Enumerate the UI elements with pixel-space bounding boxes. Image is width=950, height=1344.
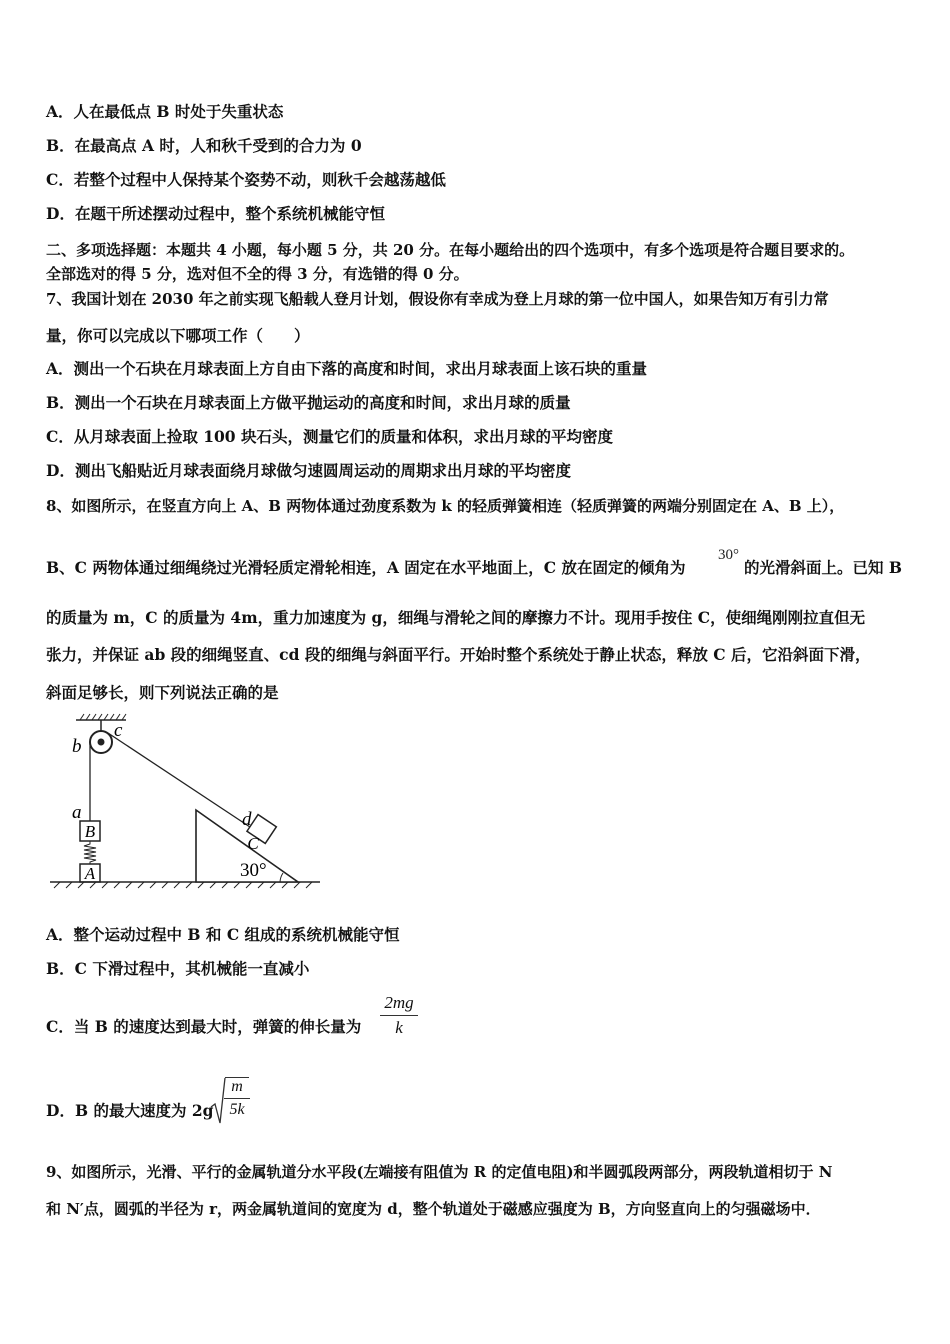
radicand-denominator: 5k: [229, 1101, 245, 1118]
q8-angle-superscript: 30°: [718, 547, 739, 563]
fraction-numerator: 2mg: [384, 993, 414, 1012]
rope-label-a: a: [72, 802, 82, 823]
block-a-label: A: [84, 864, 96, 883]
block-c-label: C: [247, 834, 259, 853]
section2-heading-line2: 全部选对的得 5 分，选对但不全的得 3 分，有选错的得 0 分。: [46, 265, 469, 283]
q7-option-a: A．测出一个石块在月球表面上方自由下落的高度和时间，求出月球表面上该石块的重量: [46, 359, 648, 378]
q6-option-c: C．若整个过程中人保持某个姿势不动，则秋千会越荡越低: [46, 170, 446, 189]
q6-option-a: A．人在最低点 B 时处于失重状态: [46, 102, 284, 121]
q8-stem-line3: 的质量为 m，C 的质量为 4m，重力加速度为 g，细绳与滑轮之间的摩擦力不计。现用手按住 C，使细绳刚刚拉直但无: [46, 608, 866, 627]
rope-label-b: b: [72, 736, 82, 757]
q8-option-d-radicand: [224, 1078, 250, 1119]
q9-stem-line2: 和 N′点，圆弧的半径为 r，两金属轨道间的宽度为 d，整个轨道处于磁感应强度为 B，方向竖直向上的匀强磁场中．: [46, 1200, 821, 1218]
q6-option-b: B．在最高点 A 时，人和秋千受到的合力为 0: [46, 136, 362, 155]
q8-pulley-incline-figure: [40, 712, 330, 890]
rope-label-d: d: [242, 809, 252, 830]
q7-option-b: B．测出一个石块在月球表面上方做平抛运动的高度和时间，求出月球的质量: [46, 393, 571, 412]
q8-option-a: A．整个运动过程中 B 和 C 组成的系统机械能守恒: [46, 925, 400, 944]
q8-stem-line5: 斜面足够长，则下列说法正确的是: [46, 683, 279, 702]
q8-stem-line2a: B、C 两物体通过细绳绕过光滑轻质定滑轮相连，A 固定在水平地面上，C 放在固定的倾角为: [46, 558, 686, 577]
q8-option-c: C．当 B 的速度达到最大时，弹簧的伸长量为: [46, 1017, 362, 1036]
q8-stem-line2b: 的光滑斜面上。已知 B: [744, 558, 902, 577]
pulley: [90, 731, 112, 753]
q8-option-d: D．B 的最大速度为 2g: [46, 1101, 214, 1120]
block-b-label: B: [84, 822, 96, 841]
q7-stem-line2: 量，你可以完成以下哪项工作（ ）: [46, 326, 310, 345]
rope-segment-cd: [108, 733, 253, 829]
rope-label-c: c: [114, 720, 123, 741]
spring: [84, 841, 96, 864]
q7-option-d: D．测出飞船贴近月球表面绕月球做匀速圆周运动的周期求出月球的平均密度: [46, 461, 571, 480]
incline-angle-label: 30°: [240, 860, 267, 881]
q7-option-c: C．从月球表面上捡取 100 块石头，测量它们的质量和体积，求出月球的平均密度: [46, 427, 613, 446]
q8-stem-line4: 张力，并保证 ab 段的细绳竖直、cd 段的细绳与斜面平行。开始时整个系统处于静止状态，释放 C 后，它沿斜面下滑，: [46, 645, 871, 664]
q8-stem-line1: 8、如图所示，在竖直方向上 A、B 两物体通过劲度系数为 k 的轻质弹簧相连（轻质弹簧的两端分别固定在 A、B 上），: [46, 497, 845, 515]
q6-option-d: D．在题干所述摆动过程中，整个系统机械能守恒: [46, 204, 385, 223]
q9-stem-line1: 9、如图所示，光滑、平行的金属轨道分水平段(左端接有阻值为 R 的定值电阻)和半圆弧段两部分，两段轨道相切于 N: [46, 1163, 833, 1181]
section2-heading-line1: 二、多项选择题：本题共 4 小题，每小题 5 分，共 20 分。在每小题给出的四个选项中，有多个选项是符合题目要求的。: [46, 241, 855, 259]
q7-stem-line1: 7、我国计划在 2030 年之前实现飞船载人登月计划，假设你有幸成为登上月球的第一位中国人，如果告知万有引力常: [46, 290, 829, 308]
q8-option-c-fraction: [380, 993, 418, 1038]
radicand-numerator: m: [231, 1078, 243, 1095]
fraction-denominator: k: [395, 1018, 403, 1037]
q8-option-b: B．C 下滑过程中，其机械能一直减小: [46, 959, 310, 978]
